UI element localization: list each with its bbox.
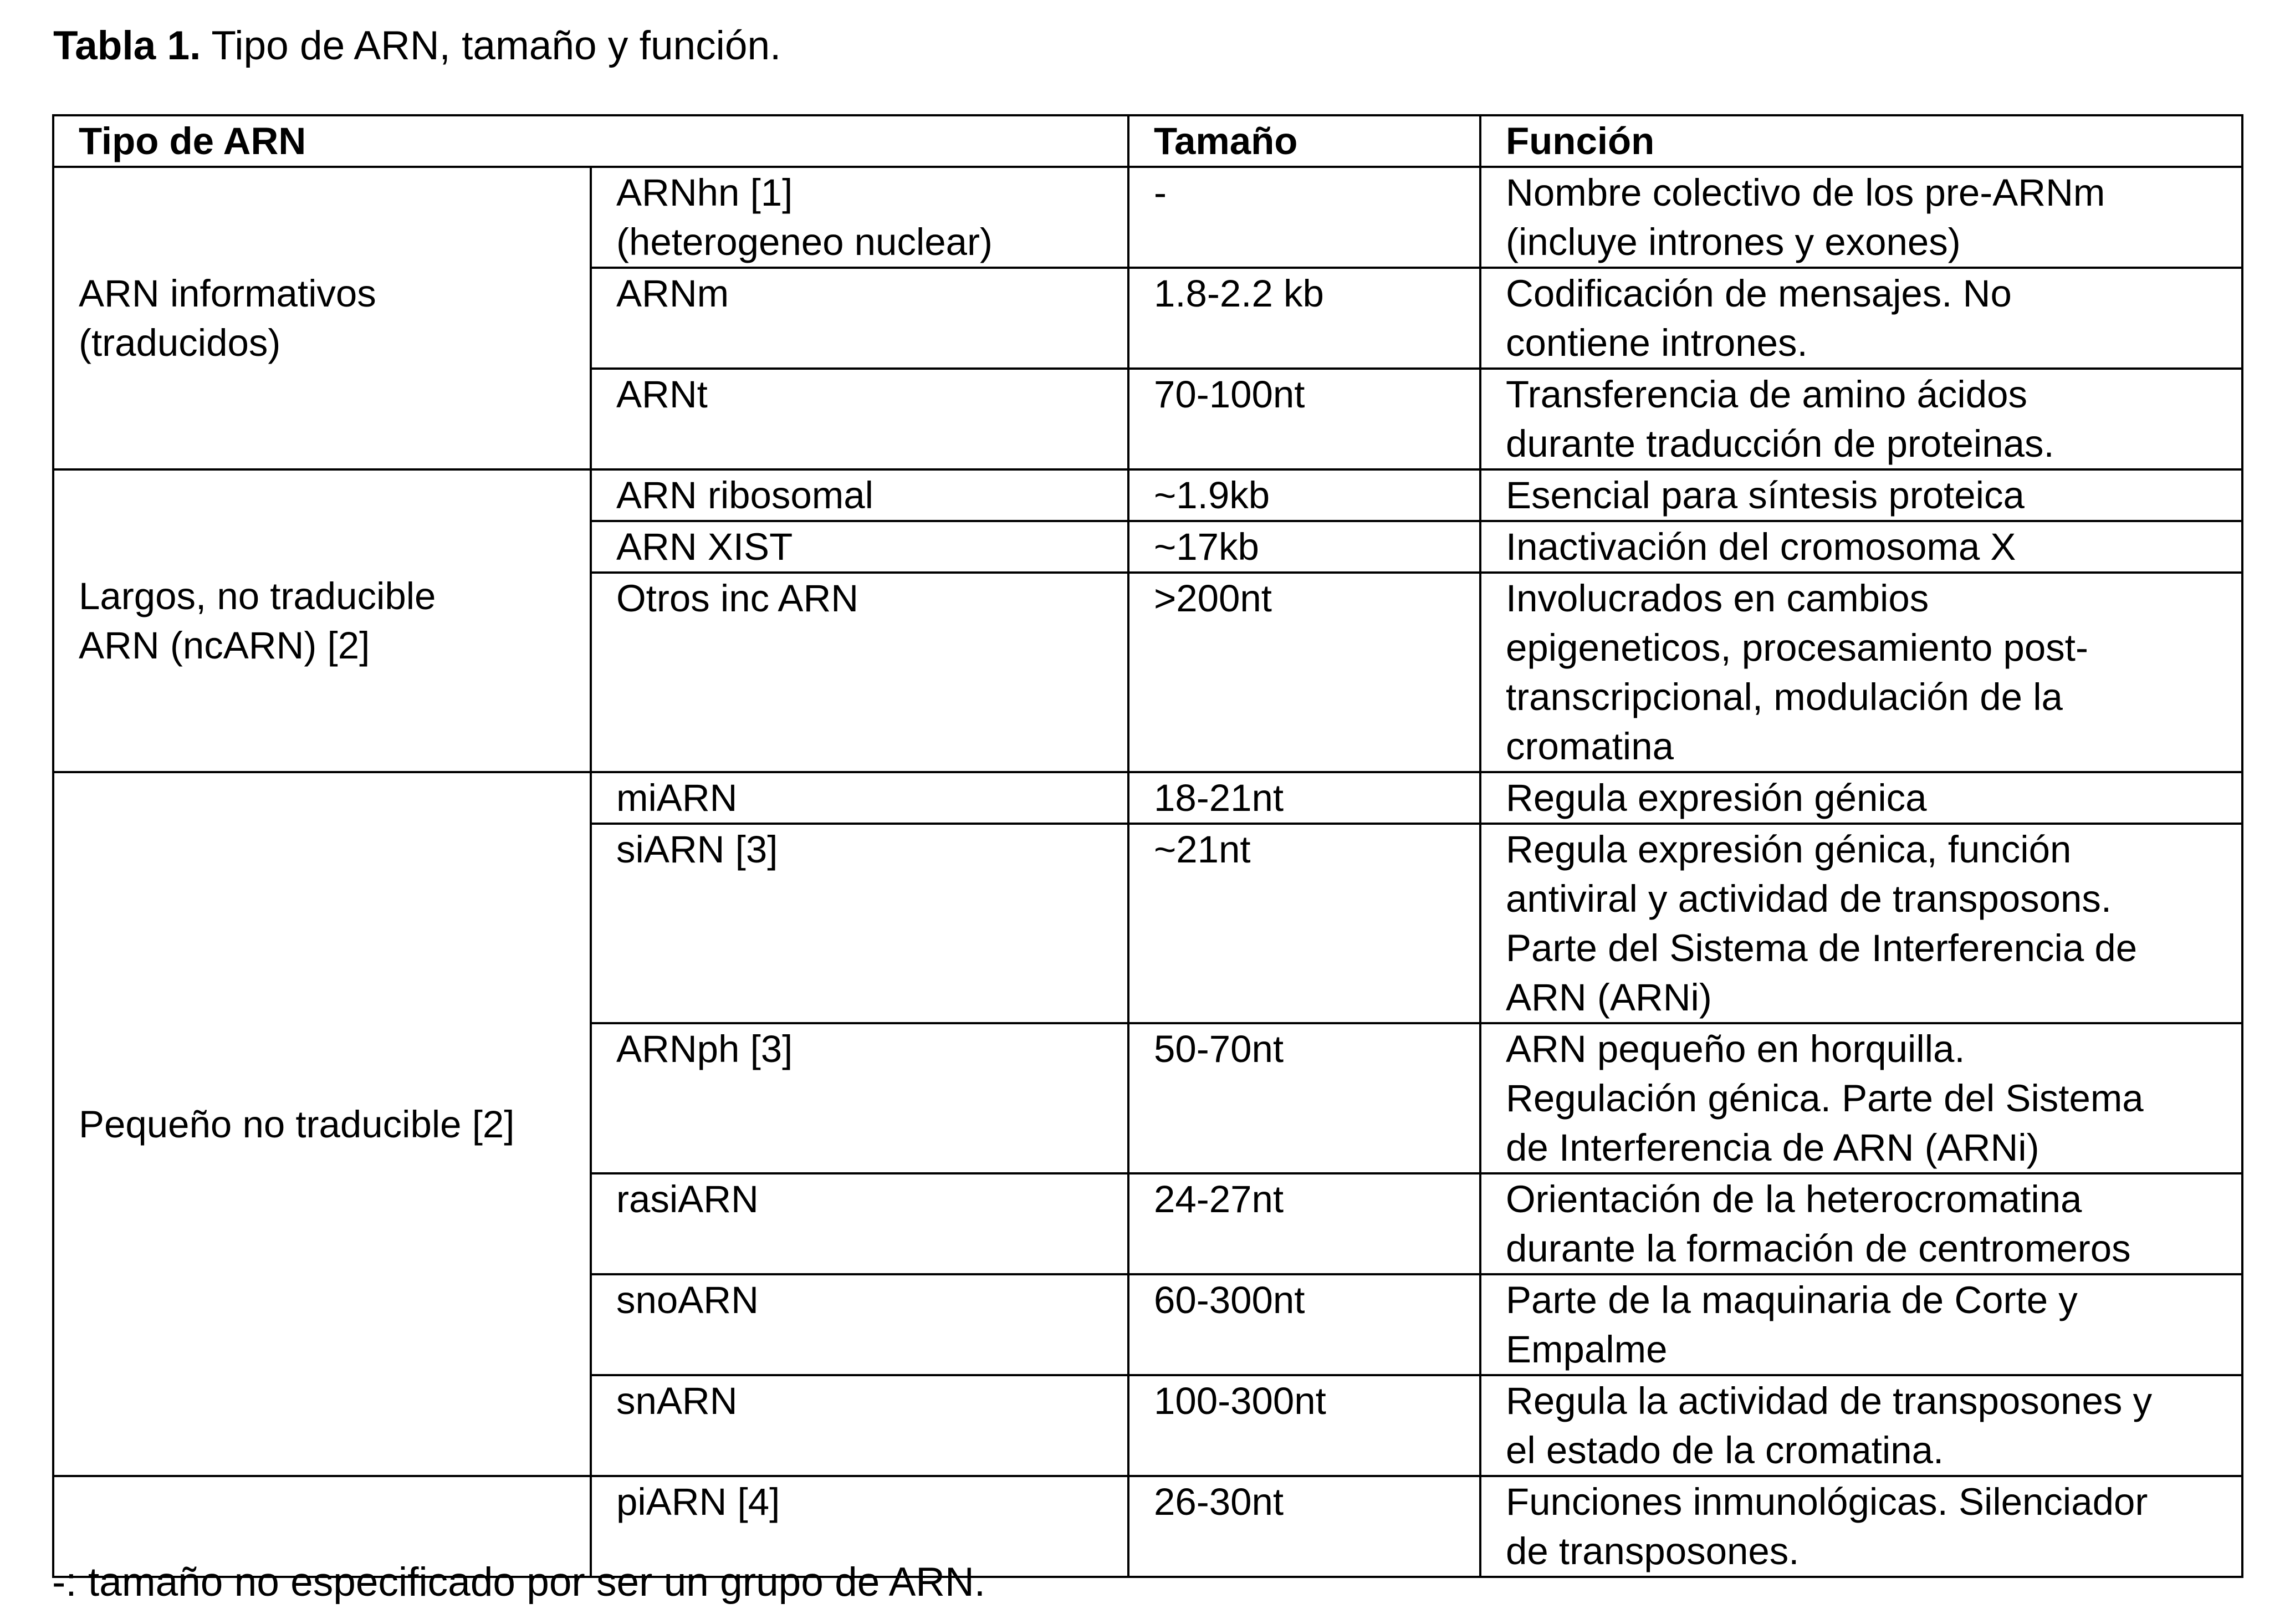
- rna-size-cell: 24-27nt: [1128, 1173, 1480, 1274]
- rna-size-cell: 70-100nt: [1128, 369, 1480, 469]
- rna-size-cell: 60-300nt: [1128, 1274, 1480, 1375]
- rna-size-cell: ~21nt: [1128, 824, 1480, 1023]
- rna-size-cell: ~17kb: [1128, 521, 1480, 573]
- rna-function-cell: ARN pequeño en horquilla. Regulación génica. Parte del Sistema de Interferencia de ARN (ARNi): [1480, 1023, 2242, 1173]
- rna-types-table: [52, 114, 2243, 1578]
- rna-name-cell: ARNm: [591, 268, 1128, 369]
- rna-function-cell: Codificación de mensajes. No contiene intrones.: [1480, 268, 2242, 369]
- rna-function-cell: Orientación de la heterocromatina durante la formación de centromeros: [1480, 1173, 2242, 1274]
- rna-name-cell: Otros inc ARN: [591, 573, 1128, 772]
- rna-function-cell: Parte de la maquinaria de Corte y Empalme: [1480, 1274, 2242, 1375]
- rna-name-cell: ARNph [3]: [591, 1023, 1128, 1173]
- rna-name-cell: ARN XIST: [591, 521, 1128, 573]
- rna-size-cell: 18-21nt: [1128, 772, 1480, 824]
- rna-size-cell: 50-70nt: [1128, 1023, 1480, 1173]
- rna-name-cell: siARN [3]: [591, 824, 1128, 1023]
- table-row: [53, 469, 2242, 521]
- header-type: Tipo de ARN: [53, 115, 1128, 167]
- rna-size-cell: 1.8-2.2 kb: [1128, 268, 1480, 369]
- header-size: Tamaño: [1128, 115, 1480, 167]
- rna-function-cell: Regula expresión génica: [1480, 772, 2242, 824]
- table-caption: [53, 21, 781, 71]
- rna-function-cell: Esencial para síntesis proteica: [1480, 469, 2242, 521]
- rna-function-cell: Funciones inmunológicas. Silenciador de transposones.: [1480, 1476, 2242, 1577]
- rna-name-cell: ARNhn [1] (heterogeneo nuclear): [591, 167, 1128, 268]
- table-footnote: -: tamaño no especificado por ser un grupo de ARN.: [52, 1560, 986, 1605]
- caption-label: Tabla 1.: [53, 23, 201, 68]
- rna-function-cell: Transferencia de amino ácidos durante traducción de proteinas.: [1480, 369, 2242, 469]
- rna-name-cell: rasiARN: [591, 1173, 1128, 1274]
- rna-size-cell: ~1.9kb: [1128, 469, 1480, 521]
- rna-function-cell: Regula la actividad de transposones y el estado de la cromatina.: [1480, 1375, 2242, 1476]
- rna-name-cell: piARN [4]: [591, 1476, 1128, 1577]
- rna-function-cell: Involucrados en cambios epigeneticos, procesamiento post- transcripcional, modulación de la cromatina: [1480, 573, 2242, 772]
- caption-text: Tipo de ARN, tamaño y función.: [201, 23, 781, 68]
- rna-size-cell: 26-30nt: [1128, 1476, 1480, 1577]
- rna-size-cell: -: [1128, 167, 1480, 268]
- rna-name-cell: miARN: [591, 772, 1128, 824]
- rna-function-cell: Inactivación del cromosoma X: [1480, 521, 2242, 573]
- table-row: [53, 772, 2242, 824]
- rna-function-cell: Nombre colectivo de los pre-ARNm (incluye intrones y exones): [1480, 167, 2242, 268]
- rna-size-cell: 100-300nt: [1128, 1375, 1480, 1476]
- rna-name-cell: snoARN: [591, 1274, 1128, 1375]
- group-label-informativos: ARN informativos (traducidos): [53, 167, 591, 469]
- table-header-row: [53, 115, 2242, 167]
- rna-name-cell: ARN ribosomal: [591, 469, 1128, 521]
- group-label-pequeno: Pequeño no traducible [2]: [53, 772, 591, 1476]
- rna-name-cell: snARN: [591, 1375, 1128, 1476]
- rna-size-cell: >200nt: [1128, 573, 1480, 772]
- rna-name-cell: ARNt: [591, 369, 1128, 469]
- header-function: Función: [1480, 115, 2242, 167]
- table-row: [53, 167, 2242, 268]
- rna-function-cell: Regula expresión génica, función antiviral y actividad de transposons. Parte del Sistema de Interferencia de ARN (ARNi): [1480, 824, 2242, 1023]
- group-label-largos: Largos, no traducible ARN (ncARN) [2]: [53, 469, 591, 772]
